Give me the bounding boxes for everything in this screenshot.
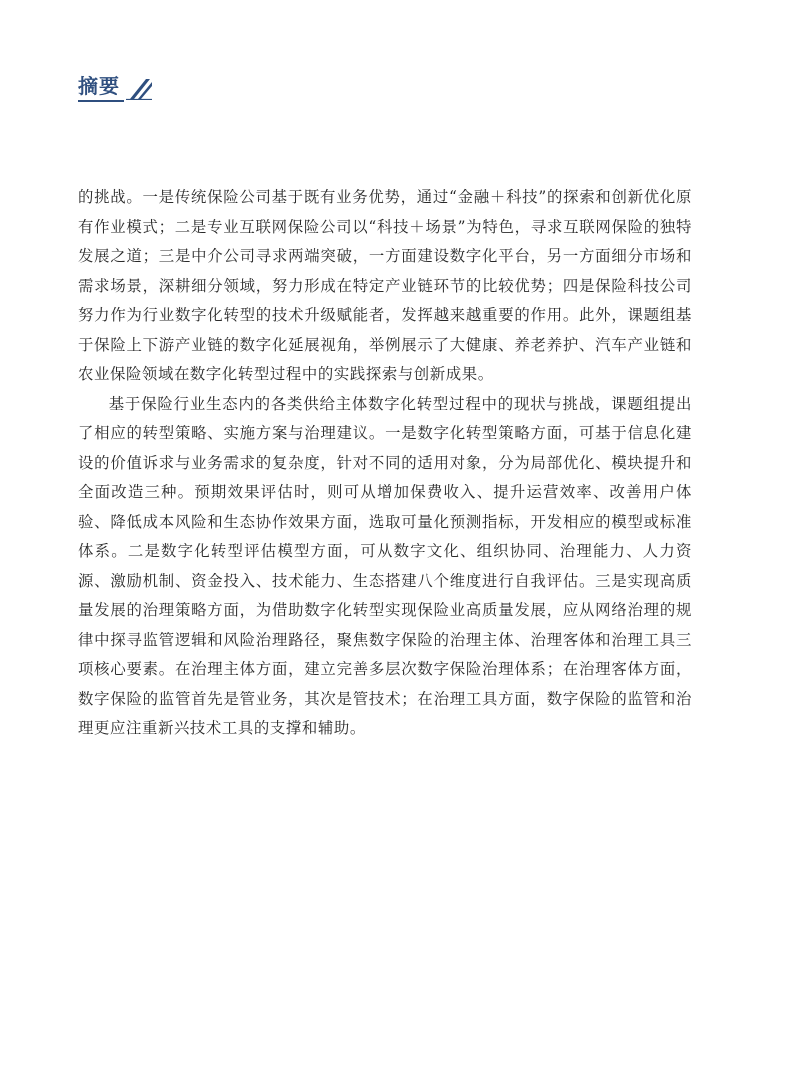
title-slash-mark-icon (126, 76, 152, 100)
paragraph-2: 基于保险行业生态内的各类供给主体数字化转型过程中的现状与挑战，课题组提出了相应的转型策略、实施方案与治理建议。一是数字化转型策略方面，可基于信息化建设的价值诉求与业务需求的复杂度，针对不同的适用对象，分为局部优化、模块提升和全面改造三种。预期效果评估时，则可从增加保费收入、提升运营效率、改善用户体验、降低成本风险和生态协作效果方面，选取可量化预测指标，开发相应的模型或标准体系。二是数字化转型评估模型方面，可从数字文化、组织协同、治理能力、人力资源、激励机制、资金投入、技术能力、生态搭建八个维度进行自我评估。三是实现高质量发展的治理策略方面，为借助数字化转型实现保险业高质量发展，应从网络治理的规律中探寻监管逻辑和风险治理路径，聚焦数字保险的治理主体、治理客体和治理工具三项核心要素。在治理主体方面，建立完善多层次数字保险治理体系；在治理客体方面，数字保险的监管首先是管业务，其次是管技术；在治理工具方面，数字保险的监管和治理更应注重新兴技术工具的支撑和辅助。 (78, 394, 692, 737)
abstract-body (78, 183, 692, 744)
paragraph-1: 的挑战。一是传统保险公司基于既有业务优势，通过“金融＋科技”的探索和创新优化原有作业模式；二是专业互联网保险公司以“科技＋场景”为特色，寻求互联网保险的独特发展之道；三是中介公司寻求两端突破，一方面建设数字化平台，另一方面细分市场和需求场景，深耕细分领域，努力形成在特定产业链环节的比较优势；四是保险科技公司努力作为行业数字化转型的技术升级赋能者，发挥越来越重要的作用。此外，课题组基于保险上下游产业链的数字化延展视角，举例展示了大健康、养老养护、汽车产业链和农业保险领域在数字化转型过程中的实践探索与创新成果。 (78, 188, 692, 383)
title-underline (78, 100, 124, 102)
section-title: 摘要 (78, 74, 120, 98)
